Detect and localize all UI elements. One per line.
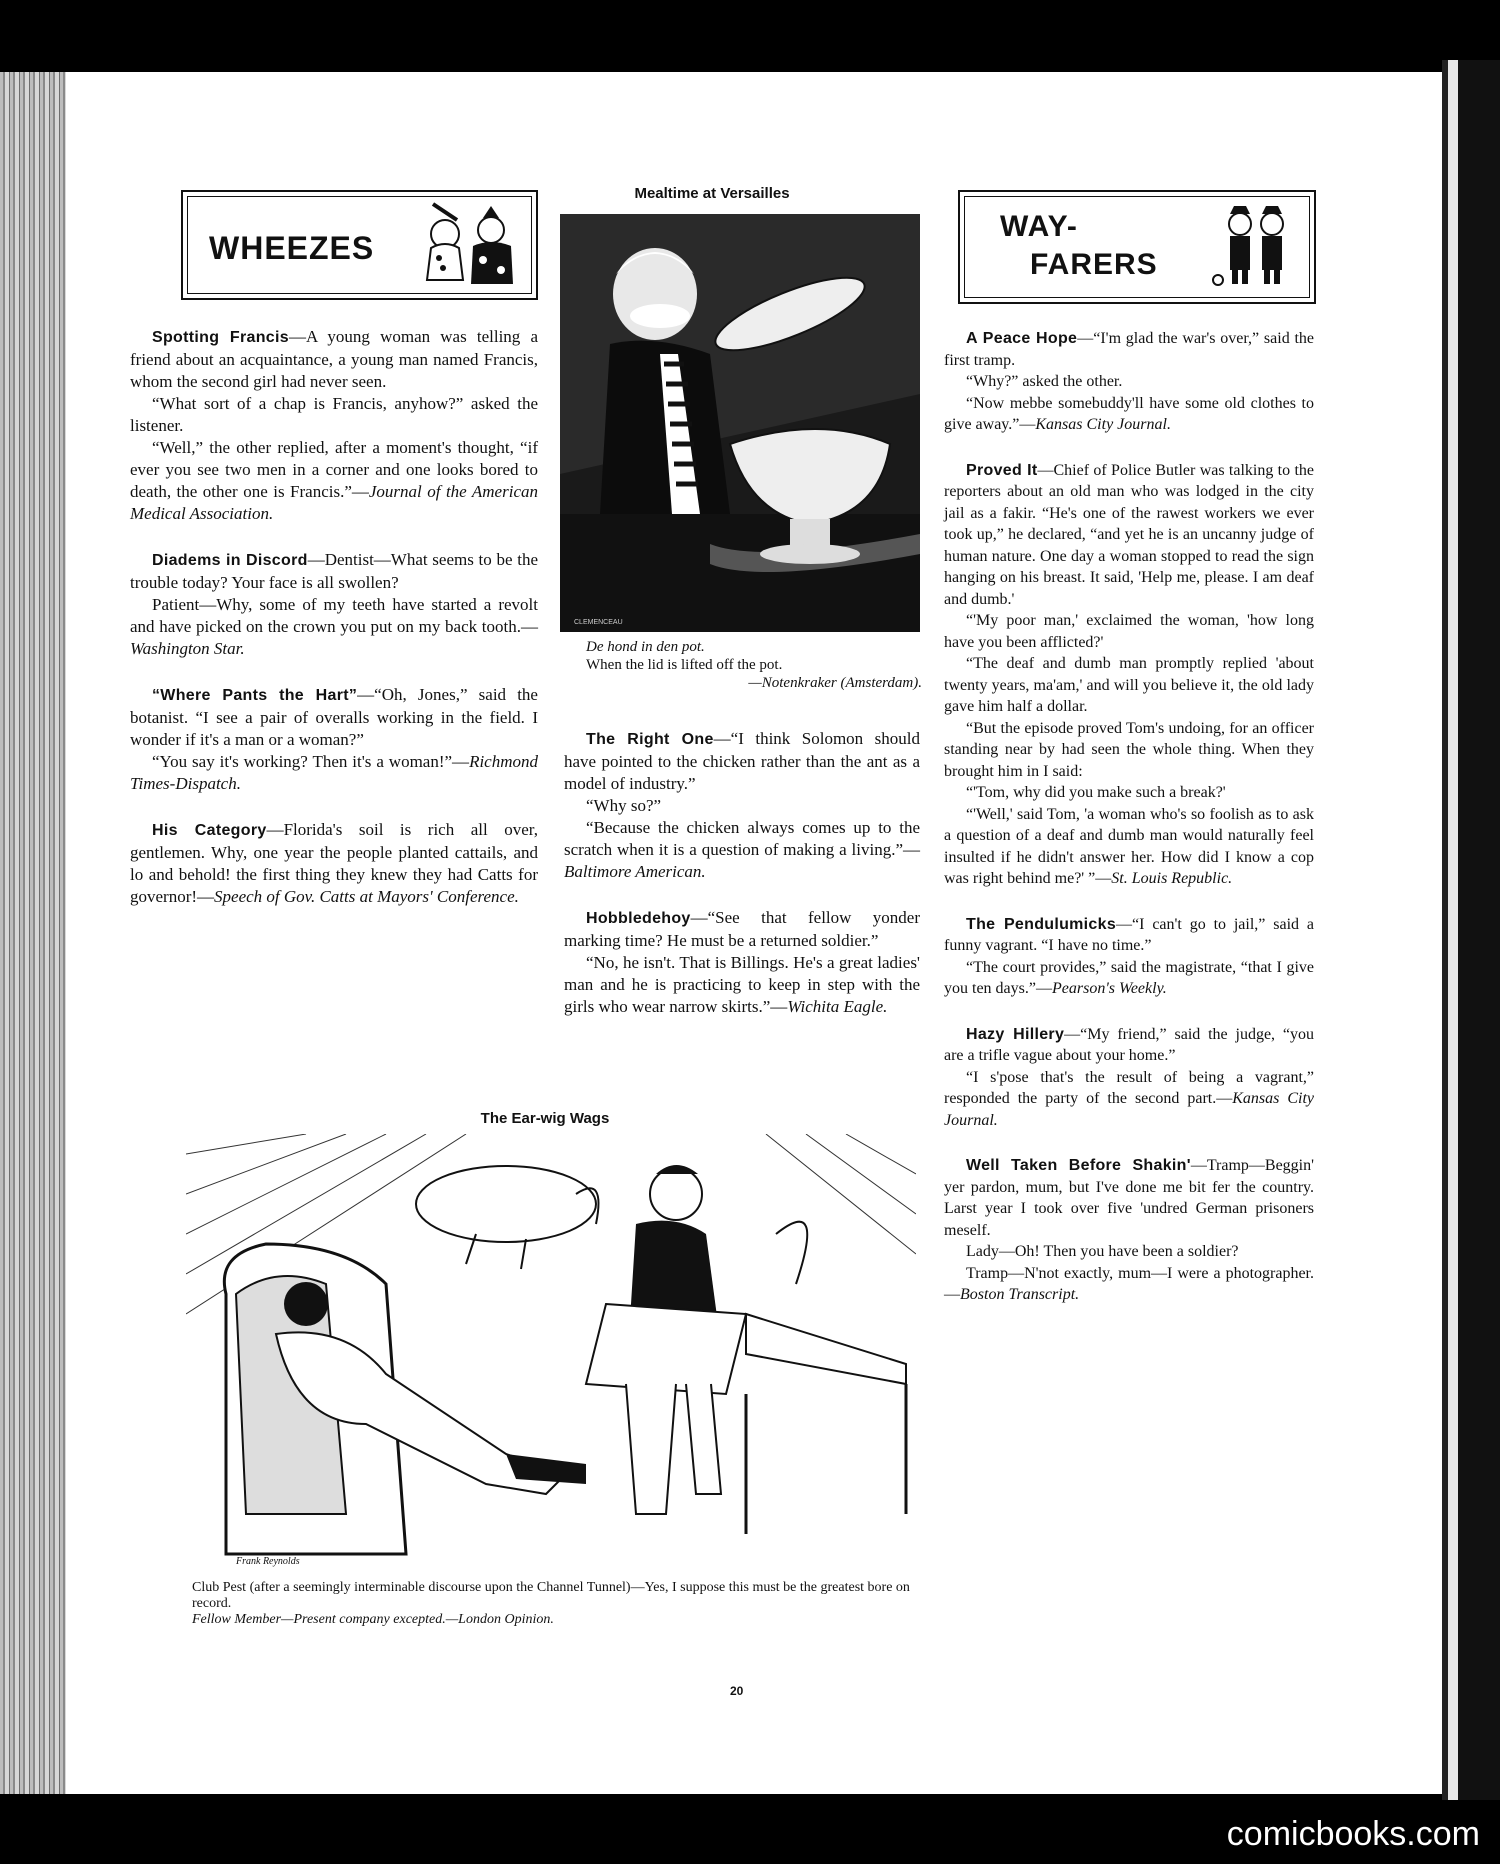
joke-source: Speech of Gov. Catts at Mayors' Conference.: [214, 887, 519, 906]
joke-diadems-in-discord: [130, 549, 538, 660]
joke-heading: Hazy Hillery: [966, 1025, 1065, 1043]
joke-source: Pearson's Weekly.: [1051, 980, 1167, 997]
earwig-caption: [192, 1580, 912, 1628]
wayfarers-title-line2: FARERS: [1030, 248, 1158, 281]
joke-text: —Dentist—What seems to be the trouble today? Your face is all swollen?: [130, 550, 538, 592]
book-binding: [0, 72, 66, 1794]
cartoon-ear-wig-wags: [186, 1134, 916, 1574]
joke-heading: Hobbledehoy: [586, 910, 691, 927]
mealtime-caption: [586, 638, 922, 692]
joke-heading: “Where Pants the Hart”: [152, 687, 358, 704]
joke-hazy-hillery: [944, 1024, 1314, 1132]
wayfarers-title-line1: WAY-: [1000, 210, 1078, 243]
joke-heading: Proved It: [966, 461, 1038, 479]
joke-heading: Spotting Francis: [152, 329, 289, 346]
joke-text: “Now mebbe somebuddy'll have some old clothes to give away.”—: [944, 394, 1314, 433]
joke-the-right-one: [564, 728, 920, 883]
joke-source: Wichita Eagle.: [787, 997, 888, 1016]
joke-source: Kansas City Journal.: [1035, 416, 1171, 433]
tramps-icon: [1210, 202, 1306, 288]
wayfarers-column: [944, 328, 1314, 1330]
joke-text: —“My friend,” said the judge, “you are a trifle vague about your home.”: [944, 1025, 1315, 1064]
earwig-caption-line2: Fellow Member—Present company excepted.—London Opinion.: [192, 1612, 554, 1627]
next-page-edge: [1442, 60, 1500, 1800]
caption-source: —Notenkraker (Amsterdam).: [748, 675, 922, 691]
joke-source: Washington Star.: [130, 639, 245, 658]
joke-source: Journal of the American Medical Association.: [130, 482, 538, 523]
joke-text: “'Tom, why did you make such a break?': [966, 784, 1226, 801]
joke-text: “Why so?”: [586, 796, 662, 815]
joke-a-peace-hope: [944, 328, 1314, 436]
joke-text: “The deaf and dumb man promptly replied 'about twenty years, ma'am,' and will you believe it, the old lady gave him half a dollar.: [944, 655, 1314, 715]
watermark-text: comicbooks.com: [1226, 1815, 1480, 1853]
joke-text: “You say it's working? Then it's a woman!”—: [152, 752, 470, 771]
joke-text: —Tramp—Beggin' yer pardon, mum, but I've done me bit fer the country. Larst year I took over five 'undred German prisoners meself.: [944, 1157, 1314, 1239]
cartoon-title-mealtime: Mealtime at Versailles: [634, 185, 790, 202]
joke-text: “The court provides,” said the magistrate, “that I give you ten days.”—: [944, 958, 1314, 997]
wheezes-column: [130, 326, 538, 932]
joke-text: Lady—Oh! Then you have been a soldier?: [966, 1243, 1239, 1260]
joke-proved-it: [944, 460, 1314, 890]
joke-text: —“Oh, Jones,” said the botanist. “I see a pair of overalls working in the field. I wonder if it's a man or a woman?”: [130, 685, 538, 749]
joke-text: “But the episode proved Tom's undoing, for an officer standing near by had seen the whole thing. When they brought him in I said:: [944, 719, 1314, 780]
joke-the-pendulumicks: [944, 914, 1314, 1000]
joke-text: —Florida's soil is rich all over, gentlemen. Why, one year the people planted cattails, and lo and behold! the first thing they knew they had Catts for governor!—: [130, 820, 538, 906]
joke-text: —“See that fellow yonder marking time? He must be a returned soldier.”: [564, 908, 920, 950]
joke-source: Boston Transcript.: [960, 1286, 1080, 1303]
wheezes-title: WHEEZES: [209, 230, 375, 266]
joke-text: “What sort of a chap is Francis, anyhow?” asked the listener.: [130, 394, 538, 435]
earwig-caption-line1: Club Pest (after a seemingly interminable discourse upon the Channel Tunnel)—Yes, I suppose this must be the greatest bore on record.: [192, 1580, 910, 1611]
joke-heading: Diadems in Discord: [152, 552, 308, 569]
joke-text: “No, he isn't. That is Billings. He's a great ladies' man and he is practicing to keep in step with the girls who wear narrow skirts.”—: [564, 953, 920, 1016]
joke-heading: The Right One: [586, 731, 714, 748]
joke-text: Patient—Why, some of my teeth have started a revolt and have picked on the crown you put on my back tooth.—: [130, 595, 538, 636]
joke-source: Baltimore American.: [564, 862, 706, 881]
earwig-signature: Frank Reynolds: [236, 1556, 300, 1567]
cartoon-title-earwig: The Ear-wig Wags: [480, 1110, 610, 1127]
joke-source: Kansas City Journal.: [944, 1090, 1315, 1129]
joke-text: Tramp—N'not exactly, mum—I were a photographer.—: [944, 1264, 1314, 1303]
joke-text: “Because the chicken always comes up to the scratch when it is a question of making a living.”—: [564, 818, 920, 859]
wayfarers-header: [958, 190, 1316, 304]
joke-source: St. Louis Republic.: [1111, 870, 1233, 887]
clowns-icon: [413, 200, 525, 288]
joke-text: —“I'm glad the war's over,” said the first tramp.: [944, 330, 1314, 369]
joke-heading: Well Taken Before Shakin': [966, 1157, 1191, 1174]
joke-text: “Well,” the other replied, after a moment's thought, “if ever you see two men in a corner and one looks bored to death, the other one is Francis.”—: [130, 438, 538, 501]
joke-heading: The Pendulumicks: [966, 915, 1117, 933]
joke-text: “I s'pose that's the result of being a vagrant,” responded the party of the second part.—: [944, 1068, 1314, 1107]
page-number: 20: [730, 1684, 744, 1698]
joke-his-category: [130, 819, 538, 908]
caption-dutch: De hond in den pot.: [586, 639, 705, 655]
joke-text: “Why?” asked the other.: [966, 373, 1123, 390]
middle-column: [564, 728, 920, 1042]
wheezes-header: [181, 190, 538, 300]
joke-spotting-francis: [130, 326, 538, 525]
joke-text: —Chief of Police Butler was talking to the reporters about an old man who was lodged in the city jail as a fakir. “He's one of the rawest workers we ever took up,” he declared, “and yet he is an uncanny judge of human nature. One day a woman stopped to read the sign hanging on his breast. It said, 'Help me, please. I am deaf and dumb.': [944, 461, 1314, 608]
caption-english: When the lid is lifted off the pot.: [586, 657, 783, 673]
joke-hobbledehoy: [564, 907, 920, 1018]
joke-text: —A young woman was telling a friend about an acquaintance, a young man named Francis, whom the second girl had never seen.: [130, 327, 538, 391]
joke-heading: A Peace Hope: [966, 330, 1078, 347]
joke-heading: His Category: [152, 822, 267, 839]
joke-well-taken-before-shakin: [944, 1155, 1314, 1306]
joke-text: “'My poor man,' exclaimed the woman, 'how long have you been afflicted?': [944, 612, 1314, 651]
joke-source: Richmond Times-Dispatch.: [130, 752, 538, 793]
joke-text: “'Well,' said Tom, 'a woman who's so foolish as to ask a question of a deaf and dumb man would naturally feel insulted if he didn't answer her. How did I know a cop was right behind me?' ”—: [944, 805, 1314, 887]
cartoon-signature: CLEMENCEAU: [574, 619, 623, 626]
cartoon-mealtime-at-versailles: [560, 214, 920, 632]
joke-where-pants-the-hart: [130, 684, 538, 795]
joke-text: —“I think Solomon should have pointed to the chicken rather than the ant as a model of industry.”: [564, 729, 920, 793]
joke-text: —“I can't go to jail,” said a funny vagrant. “I have no time.”: [944, 915, 1314, 954]
